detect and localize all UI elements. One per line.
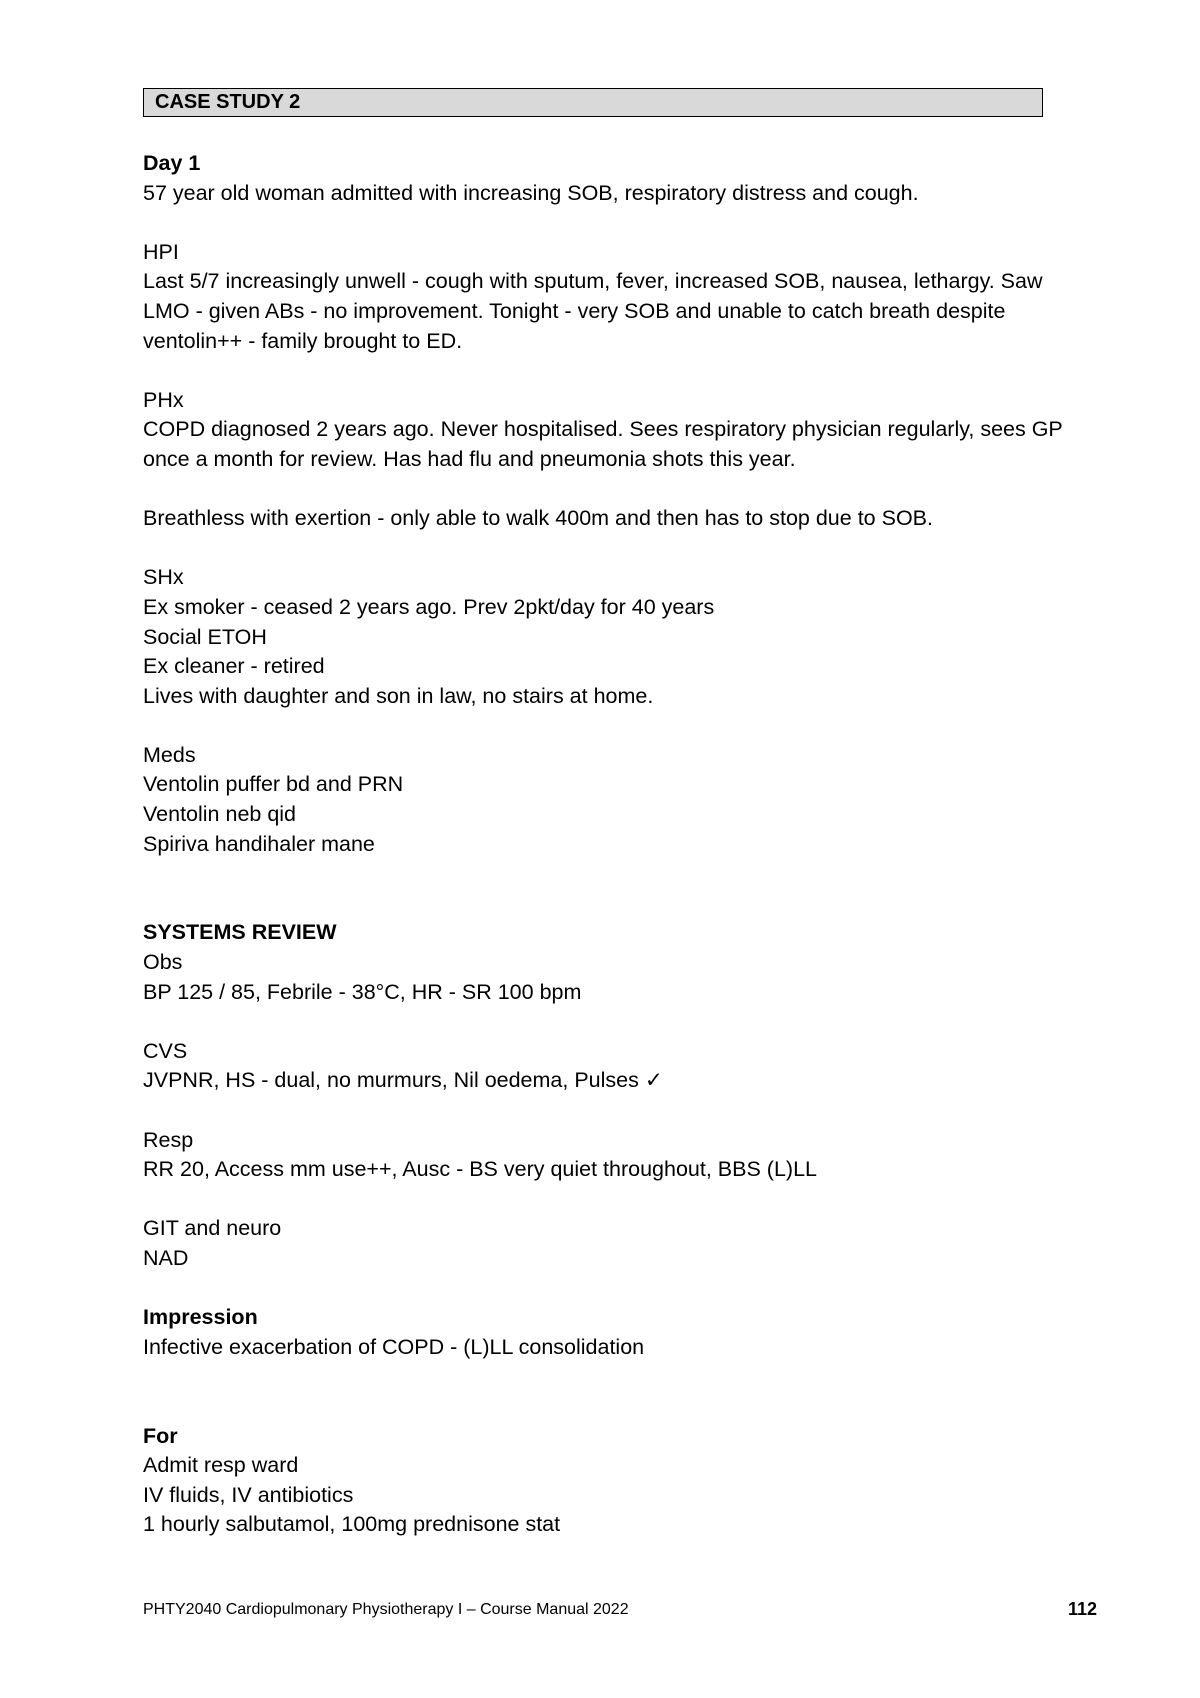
meds-heading: Meds	[143, 742, 196, 767]
hpi-line: LMO - given ABs - no improvement. Tonight - very SOB and unable to catch breath despite	[143, 298, 1006, 323]
day-intro: 57 year old woman admitted with increasing SOB, respiratory distress and cough.	[143, 180, 919, 205]
shx-line: Ex cleaner - retired	[143, 654, 325, 679]
obs-text: BP 125 / 85, Febrile - 38°C, HR - SR 100 bpm	[143, 979, 582, 1004]
impression-text: Infective exacerbation of COPD - (L)LL consolidation	[143, 1334, 645, 1359]
shx-line: Lives with daughter and son in law, no stairs at home.	[143, 683, 654, 708]
phx-heading: PHx	[143, 387, 184, 412]
systems-review-heading: SYSTEMS REVIEW	[143, 920, 337, 945]
obs-label: Obs	[143, 950, 183, 975]
phx-line: COPD diagnosed 2 years ago. Never hospitalised. Sees respiratory physician regularly, sees GP	[143, 417, 1063, 442]
plan-line: 1 hourly salbutamol, 100mg prednisone stat	[143, 1512, 561, 1537]
git-neuro-label: GIT and neuro	[143, 1216, 282, 1241]
case-study-title: CASE STUDY 2	[143, 88, 1043, 117]
cvs-label: CVS	[143, 1038, 188, 1063]
meds-line: Ventolin neb qid	[143, 802, 297, 827]
meds-line: Ventolin puffer bd and PRN	[143, 772, 404, 797]
footer-course-title: PHTY2040 Cardiopulmonary Physiotherapy I – Course Manual 2022	[143, 1601, 629, 1618]
plan-line: Admit resp ward	[143, 1453, 299, 1478]
footer-page-number: 112	[1068, 1599, 1098, 1619]
hpi-heading: HPI	[143, 239, 179, 264]
plan-heading: For	[143, 1423, 178, 1448]
hpi-line: Last 5/7 increasingly unwell - cough with sputum, fever, increased SOB, nausea, lethargy. Saw	[143, 269, 1043, 294]
shx-line: Ex smoker - ceased 2 years ago. Prev 2pkt/day for 40 years	[143, 594, 715, 619]
plan-line: IV fluids, IV antibiotics	[143, 1482, 354, 1507]
git-neuro-text: NAD	[143, 1245, 189, 1270]
phx-line: once a month for review. Has had flu and pneumonia shots this year.	[143, 446, 796, 471]
phx-exertion: Breathless with exertion - only able to walk 400m and then has to stop due to SOB.	[143, 506, 933, 531]
hpi-line: ventolin++ - family brought to ED.	[143, 328, 463, 353]
cvs-text: JVPNR, HS - dual, no murmurs, Nil oedema, Pulses ✓	[143, 1068, 663, 1093]
meds-line: Spiriva handihaler mane	[143, 831, 375, 856]
shx-line: Social ETOH	[143, 624, 267, 649]
shx-heading: SHx	[143, 565, 184, 590]
case-study-body	[143, 149, 1093, 1540]
day-heading: Day 1	[143, 151, 201, 175]
resp-label: Resp	[143, 1127, 194, 1152]
impression-heading: Impression	[143, 1305, 258, 1330]
resp-text: RR 20, Access mm use++, Ausc - BS very quiet throughout, BBS (L)LL	[143, 1157, 817, 1182]
